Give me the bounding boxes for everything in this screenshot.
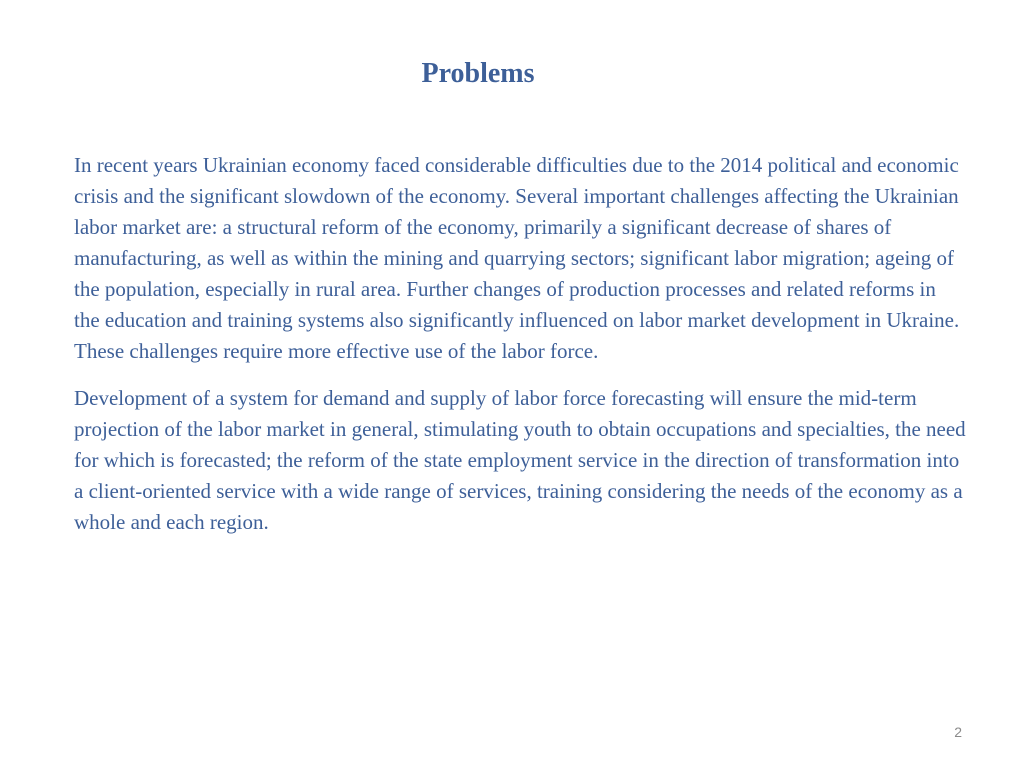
page-number: 2 <box>954 724 962 740</box>
paragraph-challenges: In recent years Ukrainian economy faced considerable difficulties due to the 2014 political and economic crisis and the significant slowdown of the economy. Several important challenges affecting the Ukrainian labor market are: a structural reform of the economy, primarily a significant decrease of shares of manufacturing, as well as within the mining and quarrying sectors; significant labor migration; ageing of the population, especially in rural area. Further changes of production processes and related reforms in the education and training systems also significantly influenced on labor market development in Ukraine. These challenges require more effective use of the labor force. <box>74 153 960 363</box>
body-text <box>74 150 966 538</box>
slide-title: Problems <box>421 58 535 89</box>
paragraph-forecasting: Development of a system for demand and supply of labor force forecasting will ensure the mid-term projection of the labor market in general, stimulating youth to obtain occupations and specialties, the need for which is forecasted; the reform of the state employment service in the direction of transformation into a client-oriented service with a wide range of services, training considering the needs of the economy as a whole and each region. <box>74 386 966 534</box>
